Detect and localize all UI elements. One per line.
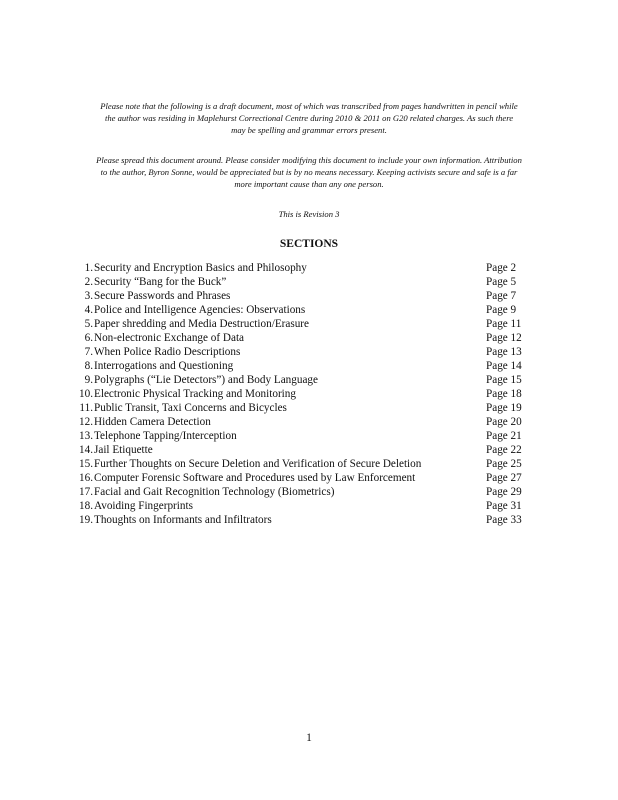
toc-entry-number: 5.	[84, 318, 93, 330]
toc-entry-title: Security “Bang for the Buck”	[94, 276, 227, 288]
toc-entry-title: Telephone Tapping/Interception	[94, 430, 237, 442]
toc-entry-page: Page 12	[486, 332, 522, 344]
toc-entry-page: Page 15	[486, 374, 522, 386]
toc-entry	[74, 261, 534, 275]
toc-entry-title: Public Transit, Taxi Concerns and Bicycles	[94, 402, 287, 414]
toc-entry	[74, 289, 534, 303]
toc-entry-number: 11.	[79, 402, 93, 414]
toc-entry-title: Security and Encryption Basics and Philosophy	[94, 262, 307, 274]
toc-entry	[74, 317, 534, 331]
toc-entry	[74, 415, 534, 429]
toc-entry-page: Page 33	[486, 514, 522, 526]
toc-entry	[74, 401, 534, 415]
toc-entry	[74, 457, 534, 471]
toc-entry-page: Page 21	[486, 430, 522, 442]
toc-entry-title: Computer Forensic Software and Procedures used by Law Enforcement	[94, 472, 416, 484]
toc-entry-page: Page 22	[486, 444, 522, 456]
distribution-request-line: Please spread this document around. Please consider modifying this document to include your own information. Attribution	[96, 155, 522, 165]
toc-entry	[74, 499, 534, 513]
toc-entry-number: 4.	[84, 304, 93, 316]
toc-entry-number: 19.	[79, 514, 93, 526]
draft-notice-line: Please note that the following is a draft document, most of which was transcribed from pages handwritten in pencil while	[100, 101, 518, 111]
toc-entry	[74, 345, 534, 359]
toc-entry-title: Electronic Physical Tracking and Monitoring	[94, 388, 296, 400]
toc-entry-page: Page 19	[486, 402, 522, 414]
toc-entry	[74, 373, 534, 387]
toc-entry-page: Page 20	[486, 416, 522, 428]
toc-entry-number: 6.	[84, 332, 93, 344]
toc-entry-title: Non-electronic Exchange of Data	[94, 332, 245, 344]
toc-entry-page: Page 11	[486, 318, 522, 330]
toc-entry-number: 17.	[79, 486, 93, 498]
toc-entry-number: 13.	[79, 430, 93, 442]
toc-entry-title: Avoiding Fingerprints	[94, 500, 193, 512]
toc-entry	[74, 275, 534, 289]
toc-entry-title: Thoughts on Informants and Infiltrators	[94, 514, 272, 526]
toc-entry-number: 2.	[84, 276, 93, 288]
toc-entry	[74, 513, 534, 527]
toc-entry-title: Hidden Camera Detection	[94, 416, 211, 428]
toc-entry-page: Page 7	[486, 290, 517, 302]
toc-entry-title: When Police Radio Descriptions	[94, 346, 241, 358]
toc-entry-title: Facial and Gait Recognition Technology (Biometrics)	[94, 486, 335, 498]
revision-note: This is Revision 3	[278, 209, 340, 219]
draft-notice-line: the author was residing in Maplehurst Correctional Centre during 2010 & 2011 on G20 related charges. As such there	[104, 113, 514, 123]
toc-entry-number: 12.	[79, 416, 93, 428]
toc-entry-title: Secure Passwords and Phrases	[94, 290, 231, 302]
toc-entry	[74, 429, 534, 443]
toc-entry-page: Page 29	[486, 486, 522, 498]
toc-entry-page: Page 5	[486, 276, 517, 288]
toc-entry-number: 8.	[84, 360, 93, 372]
toc-entry-title: Polygraphs (“Lie Detectors”) and Body Language	[94, 374, 318, 386]
toc-entry-page: Page 14	[486, 360, 522, 372]
toc-entry-number: 1.	[84, 262, 93, 274]
toc-entry-number: 14.	[79, 444, 93, 456]
page-number: 1	[306, 732, 312, 744]
toc-entry	[74, 471, 534, 485]
toc-entry-number: 9.	[84, 374, 93, 386]
toc-entry-page: Page 2	[486, 262, 517, 274]
distribution-request-line: more important cause than any one person.	[234, 179, 384, 189]
toc-entry	[74, 331, 534, 345]
toc-entry-page: Page 18	[486, 388, 522, 400]
draft-notice	[52, 100, 566, 136]
toc-entry-number: 15.	[79, 458, 93, 470]
toc-entry-page: Page 31	[486, 500, 522, 512]
toc-entry-page: Page 13	[486, 346, 522, 358]
distribution-request-line: to the author, Byron Sonne, would be appreciated but is by no means necessary. Keeping activists secure and safe is a far	[100, 167, 518, 177]
toc-entry-page: Page 9	[486, 304, 517, 316]
sections-heading: SECTIONS	[279, 238, 339, 250]
toc-entry	[74, 443, 534, 457]
toc-entry-number: 7.	[84, 346, 93, 358]
distribution-request	[52, 154, 566, 190]
toc-entry-page: Page 27	[486, 472, 522, 484]
toc-entry-number: 3.	[84, 290, 93, 302]
table-of-contents	[74, 261, 534, 527]
toc-entry-number: 10.	[79, 388, 93, 400]
toc-entry-page: Page 25	[486, 458, 522, 470]
toc-entry-number: 18.	[79, 500, 93, 512]
toc-entry-number: 16.	[79, 472, 93, 484]
toc-entry	[74, 303, 534, 317]
toc-entry-title: Jail Etiquette	[94, 444, 153, 456]
toc-entry-title: Paper shredding and Media Destruction/Erasure	[94, 318, 309, 330]
toc-entry-title: Interrogations and Questioning	[94, 360, 234, 372]
toc-entry	[74, 359, 534, 373]
toc-entry	[74, 485, 534, 499]
toc-entry-title: Further Thoughts on Secure Deletion and Verification of Secure Deletion	[94, 458, 422, 470]
draft-notice-line: may be spelling and grammar errors present.	[231, 125, 387, 135]
toc-entry	[74, 387, 534, 401]
toc-entry-title: Police and Intelligence Agencies: Observations	[94, 304, 306, 316]
